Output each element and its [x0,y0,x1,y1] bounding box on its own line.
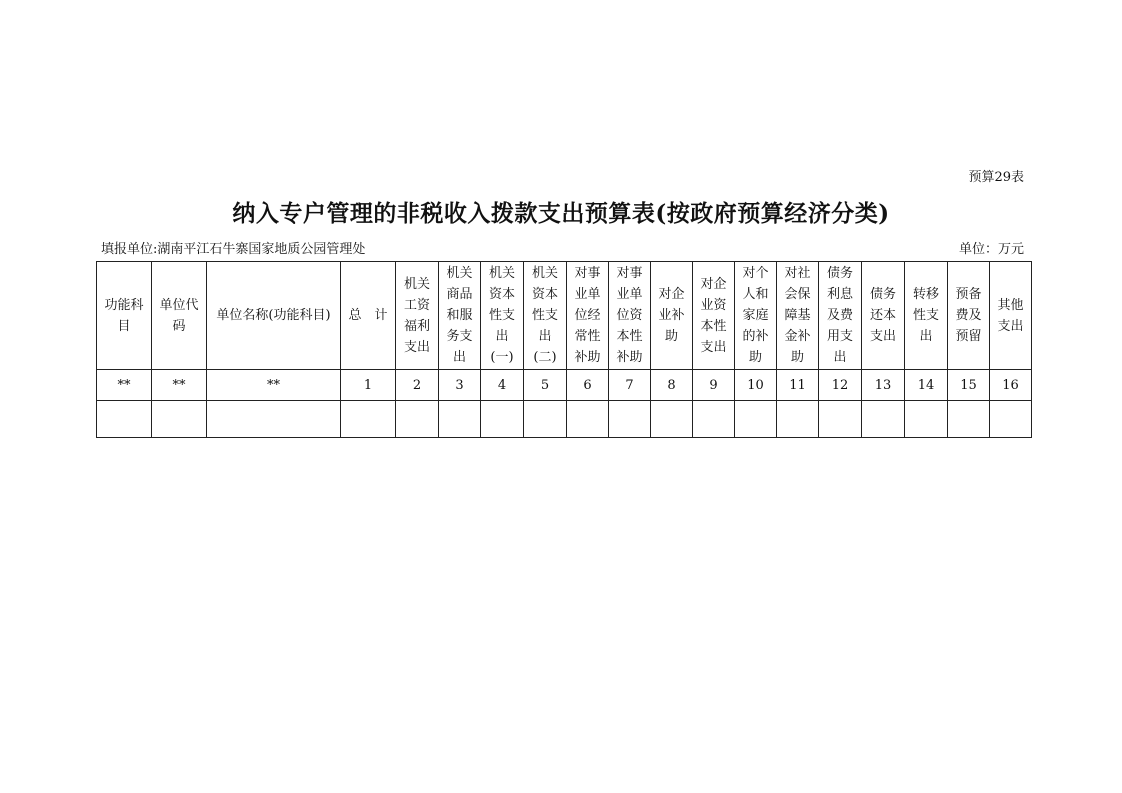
column-header-9: 对个 人和 家庭 的补 助 [735,262,777,370]
column-header-15: 其他 支出 [990,262,1032,370]
column-header-total: 总 计 [341,262,396,370]
column-header-unit-name: 单位名称(功能科目) [207,262,341,370]
table-cell [341,401,396,438]
table-id: 预算29表 [968,170,1024,185]
table-cell: 7 [609,370,651,401]
table-cell: 3 [439,370,481,401]
table-cell: 5 [524,370,567,401]
table-cell [862,401,905,438]
table-cell: 8 [651,370,693,401]
table-cell: 6 [567,370,609,401]
table-cell [207,401,341,438]
column-header-5: 对事 业单 位经 常性 补助 [567,262,609,370]
column-number-row [97,370,1032,401]
table-cell [524,401,567,438]
filler-unit: 填报单位:湖南平江石牛寨国家地质公园管理处 [101,242,366,257]
unit-label: 单位：万元 [958,242,1024,257]
table-cell: 2 [396,370,439,401]
page-title: 纳入专户管理的非税收入拨款支出预算表(按政府预算经济分类) [232,200,890,227]
table-cell: 14 [905,370,948,401]
table-cell: 11 [777,370,819,401]
table-cell [777,401,819,438]
column-header-function-subject: 功能科 目 [97,262,152,370]
table-cell: 1 [341,370,396,401]
column-header-unit-code: 单位代 码 [152,262,207,370]
table-cell: 10 [735,370,777,401]
column-header-14: 预备 费及 预留 [948,262,990,370]
table-cell [152,401,207,438]
table-cell [948,401,990,438]
table-cell: 16 [990,370,1032,401]
table-cell [439,401,481,438]
table-cell [651,401,693,438]
table-cell: 4 [481,370,524,401]
table-cell [990,401,1032,438]
table-cell [819,401,862,438]
table-cell [396,401,439,438]
table-cell: ** [152,370,207,401]
table-cell [735,401,777,438]
column-header-8: 对企 业资 本性 支出 [693,262,735,370]
column-header-4: 机关 资本 性支 出 (二) [524,262,567,370]
table-cell [905,401,948,438]
budget-table [96,261,1032,438]
column-header-1: 机关 工资 福利 支出 [396,262,439,370]
table-cell [97,401,152,438]
table-cell [693,401,735,438]
column-header-7: 对企 业补 助 [651,262,693,370]
table-cell: ** [207,370,341,401]
table-cell [609,401,651,438]
table-row [97,401,1032,438]
column-header-10: 对社 会保 障基 金补 助 [777,262,819,370]
column-header-13: 转移 性支 出 [905,262,948,370]
table-cell: ** [97,370,152,401]
column-header-6: 对事 业单 位资 本性 补助 [609,262,651,370]
table-cell: 15 [948,370,990,401]
table-cell: 13 [862,370,905,401]
column-header-11: 债务 利息 及费 用支 出 [819,262,862,370]
table-cell: 12 [819,370,862,401]
table-cell [567,401,609,438]
column-header-3: 机关 资本 性支 出 (一) [481,262,524,370]
column-header-12: 债务 还本 支出 [862,262,905,370]
column-header-2: 机关 商品 和服 务支 出 [439,262,481,370]
table-cell [481,401,524,438]
header-row [97,262,1032,370]
table-cell: 9 [693,370,735,401]
